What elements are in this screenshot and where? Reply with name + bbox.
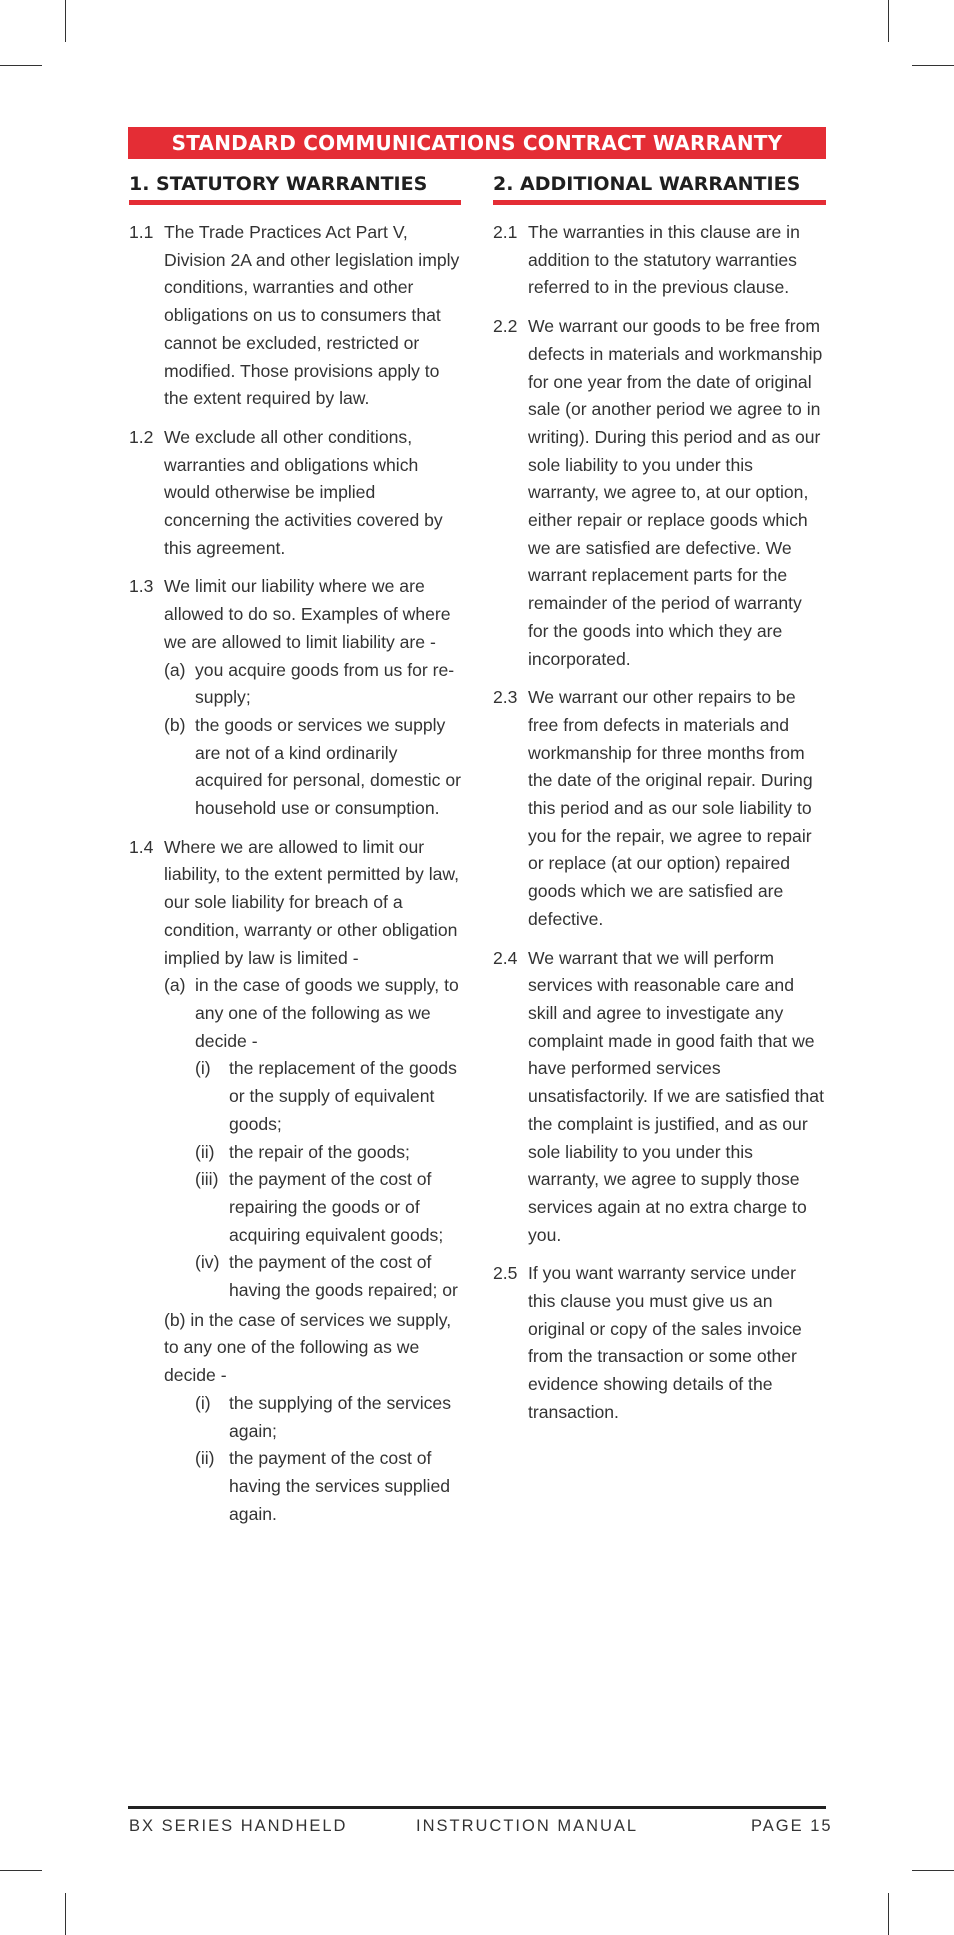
clause-text: We exclude all other conditions, warranties and obligations which would otherwise be implied concerning the activities covered by this agreement. bbox=[164, 426, 443, 558]
crop-mark bbox=[888, 1893, 889, 1935]
clause-text: The warranties in this clause are in addition to the statutory warranties referred to in the previous clause. bbox=[528, 222, 800, 298]
clause-1-1 bbox=[129, 219, 461, 413]
clause-number: 2.3 bbox=[493, 687, 518, 708]
footer-product-name: BX SERIES HANDHELD bbox=[129, 1817, 348, 1835]
page-banner: STANDARD COMMUNICATIONS CONTRACT WARRANTY bbox=[128, 127, 826, 159]
clause-2-1 bbox=[493, 219, 826, 302]
crop-mark bbox=[912, 1870, 954, 1871]
clause-2-3 bbox=[493, 684, 826, 933]
clause-text: We limit our liability where we are allowed to do so. Examples of where we are allowed to limit liability are - bbox=[164, 576, 451, 652]
item-text: the repair of the goods; bbox=[229, 1141, 410, 1162]
clause-text: We warrant that we will perform services with reasonable care and skill and agree to investigate any complaint made in good faith that we have performed services unsatisfactorily. If we are satisfied that the complaint is justified, and as our sole liability to you under this warranty, we agree to supply those services again at no extra charge to you. bbox=[528, 947, 824, 1245]
item-b-ii bbox=[195, 1445, 461, 1528]
statutory-warranties-heading: 1. STATUTORY WARRANTIES bbox=[129, 170, 461, 205]
crop-mark bbox=[888, 0, 889, 42]
clause-number: 1.2 bbox=[129, 426, 154, 447]
clause-number: 1.4 bbox=[129, 836, 154, 857]
sub-clause-label: (a) bbox=[164, 975, 186, 996]
item-a-i bbox=[195, 1055, 461, 1138]
clause-number: 2.1 bbox=[493, 222, 518, 242]
additional-warranties-column bbox=[493, 170, 826, 1438]
clause-1-3 bbox=[129, 573, 461, 822]
footer-page-number: PAGE 15 bbox=[751, 1817, 833, 1835]
clause-2-2 bbox=[493, 313, 826, 673]
item-a-ii bbox=[195, 1139, 461, 1167]
clause-text: We warrant our other repairs to be free from defects in materials and workmanship for three months from the date of the original repair. During this period and as our sole liability to you for the repair, we agree to repair or replace (at our option) repaired goods which we are satisfied are defective. bbox=[528, 687, 813, 929]
item-b-i bbox=[195, 1390, 461, 1445]
clause-text: If you want warranty service under this clause you must give us an original or copy of the sales invoice from the transaction or some other evidence showing details of the transaction. bbox=[528, 1263, 802, 1422]
sub-clause-a bbox=[164, 657, 461, 712]
crop-mark bbox=[0, 1870, 42, 1871]
sub-clause-a bbox=[164, 972, 461, 1055]
item-label: (ii) bbox=[195, 1448, 215, 1469]
item-a-iii bbox=[195, 1166, 461, 1249]
clause-number: 2.4 bbox=[493, 947, 518, 968]
sub-clause-b: (b) in the case of services we supply, to any one of the following as we decide - bbox=[164, 1309, 452, 1386]
item-text: the payment of the cost of repairing the goods or of acquiring equivalent goods; bbox=[229, 1169, 444, 1245]
crop-mark bbox=[65, 1893, 66, 1935]
statutory-warranties-body bbox=[129, 219, 461, 1528]
clause-text: We warrant our goods to be free from defects in materials and workmanship for one year from the date of original sale (or another period we agree to in writing). During this period and as our sole liability to you under this warranty, we agree to, at our option, either repair or replace goods which we are satisfied are defective. We warrant replacement parts for the remainder of the period of warranty for the goods into which they are incorporated. bbox=[528, 316, 823, 669]
sub-clause-label: (b) bbox=[164, 714, 186, 735]
footer-rule bbox=[128, 1806, 826, 1809]
sub-clause-text: the goods or services we supply are not of a kind ordinarily acquired for personal, domestic or household use or consumption. bbox=[195, 714, 461, 819]
item-label: (i) bbox=[195, 1058, 211, 1079]
crop-mark bbox=[65, 0, 66, 42]
clause-number: 2.5 bbox=[493, 1263, 518, 1284]
item-a-iv bbox=[195, 1249, 461, 1304]
item-text: the supplying of the services again; bbox=[229, 1392, 452, 1441]
item-label: (iii) bbox=[195, 1169, 219, 1190]
item-text: the payment of the cost of having the services supplied again. bbox=[229, 1448, 451, 1524]
clause-text: The Trade Practices Act Part V, Division 2A and other legislation imply conditions, warranties and other obligations on us to consumers that cannot be excluded, restricted or modified. Those provisions apply to the extent required by law. bbox=[164, 222, 460, 409]
clause-1-2 bbox=[129, 424, 461, 563]
crop-mark bbox=[0, 65, 42, 66]
additional-warranties-body bbox=[493, 219, 826, 1427]
footer-manual-title: INSTRUCTION MANUAL bbox=[416, 1817, 639, 1835]
clause-text: Where we are allowed to limit our liability, to the extent permitted by law, our sole liability for breach of a condition, warranty or other obligation implied by law is limited - bbox=[164, 836, 460, 968]
item-label: (iv) bbox=[195, 1252, 220, 1273]
crop-mark bbox=[912, 65, 954, 66]
statutory-warranties-column bbox=[129, 170, 461, 1539]
item-text: the payment of the cost of having the goods repaired; or bbox=[229, 1252, 458, 1301]
clause-number: 1.3 bbox=[129, 576, 154, 597]
clause-2-4 bbox=[493, 945, 826, 1250]
additional-warranties-heading: 2. ADDITIONAL WARRANTIES bbox=[493, 170, 826, 205]
sub-clause-text: in the case of goods we supply, to any one of the following as we decide - bbox=[195, 975, 459, 1051]
item-text: the replacement of the goods or the supply of equivalent goods; bbox=[229, 1058, 457, 1134]
item-label: (i) bbox=[195, 1392, 211, 1413]
clause-number: 2.2 bbox=[493, 316, 518, 337]
sub-clause-label: (a) bbox=[164, 659, 186, 680]
clause-2-5 bbox=[493, 1260, 826, 1426]
clause-number: 1.1 bbox=[129, 222, 154, 242]
clause-1-4 bbox=[129, 834, 461, 1529]
sub-clause-text: you acquire goods from us for re-supply; bbox=[195, 659, 455, 708]
sub-clause-b bbox=[164, 712, 461, 823]
item-label: (ii) bbox=[195, 1141, 215, 1162]
